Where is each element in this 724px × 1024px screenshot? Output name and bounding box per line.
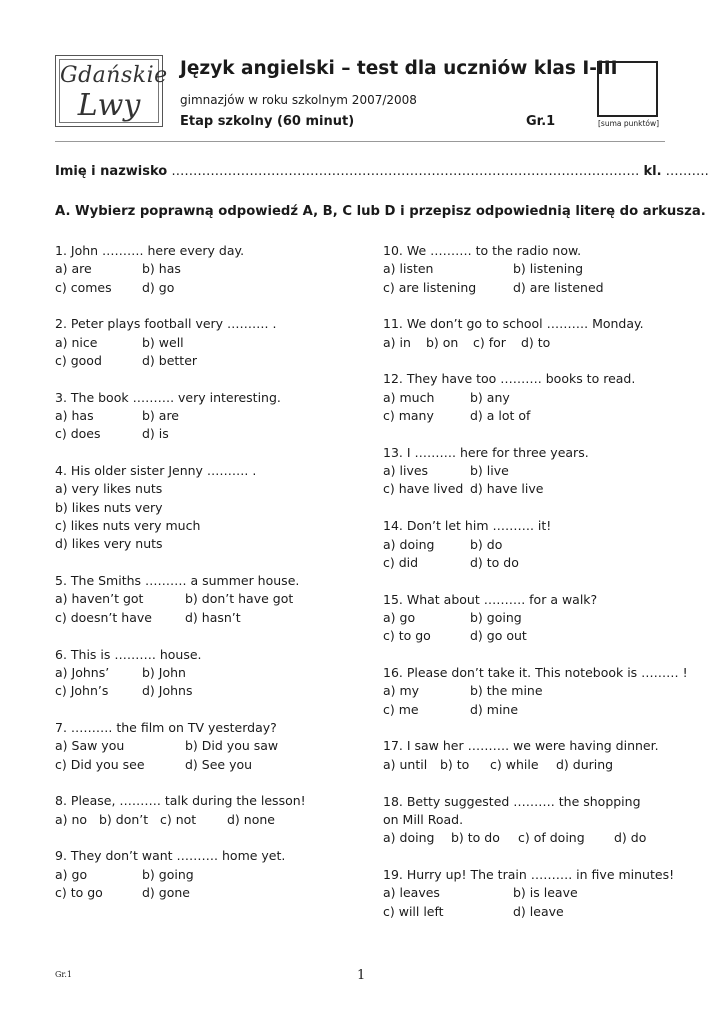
answer-row: [383, 536, 683, 554]
question-text: 4. His older sister Jenny ………. .: [55, 463, 257, 479]
question-text: 11. We don’t go to school ………. Monday.: [383, 316, 644, 332]
question-text: 18. Betty suggested ………. the shopping: [383, 793, 641, 809]
answer-option: d) gone: [142, 885, 190, 901]
question-text: 5. The Smiths ………. a summer house.: [55, 573, 300, 589]
answer-row: [55, 737, 355, 755]
answer-option: b) on: [426, 334, 459, 350]
answer-row: [55, 480, 355, 498]
question: [383, 793, 683, 848]
answer-option: a) Johns’: [55, 664, 110, 680]
answer-option: a) my: [383, 683, 420, 699]
answer-option: b) going: [470, 609, 522, 625]
answer-option: a) nice: [55, 334, 98, 350]
name-label: Imię i nazwisko: [55, 164, 168, 179]
answer-option: b) has: [142, 261, 181, 277]
question-text: 13. I ………. here for three years.: [383, 444, 589, 460]
answer-row: [383, 480, 683, 498]
answer-row: [55, 407, 355, 425]
question: [383, 664, 688, 719]
answer-option: a) doing: [383, 536, 435, 552]
answer-row: [55, 499, 355, 517]
question: [55, 315, 355, 370]
answer-option: a) in: [383, 334, 411, 350]
answer-row: [55, 756, 355, 774]
answer-option: a) very likes nuts: [55, 481, 163, 497]
section-a-heading: A. Wybierz poprawną odpowiedź A, B, C lub D i przepisz odpowiednią literę do arkusza.: [55, 204, 706, 219]
question-text: 7. ………. the film on TV yesterday?: [55, 719, 277, 735]
answer-row: [383, 903, 683, 921]
answer-option: d) likes very nuts: [55, 536, 163, 552]
answer-option: a) no: [55, 811, 88, 827]
answer-option: d) is: [142, 426, 169, 442]
answer-option: d) hasn’t: [185, 609, 241, 625]
answer-option: c) comes: [55, 279, 112, 295]
class-label: kl.: [643, 164, 662, 179]
question: [55, 572, 355, 627]
answer-option: b) well: [142, 334, 184, 350]
answer-option: c) not: [160, 811, 197, 827]
question: [383, 517, 683, 572]
page-number: 1: [357, 968, 366, 983]
answer-option: c) doesn’t have: [55, 609, 152, 625]
footer-group: Gr.1: [55, 970, 72, 979]
answer-option: a) until: [383, 756, 428, 772]
question-text: 14. Don’t let him ………. it!: [383, 518, 552, 534]
question: [55, 389, 355, 444]
answer-option: b) to: [440, 756, 470, 772]
answer-option: d) go: [142, 279, 175, 295]
answer-option: c) good: [55, 352, 102, 368]
answer-option: a) leaves: [383, 885, 440, 901]
group-label: Gr.1: [526, 114, 556, 129]
question: [383, 444, 683, 499]
answer-row: [55, 334, 355, 352]
questions-right-column: [383, 242, 688, 939]
answer-row: [55, 682, 355, 700]
subtitle: gimnazjów w roku szkolnym 2007/2008: [180, 93, 417, 107]
answer-option: a) Saw you: [55, 738, 125, 754]
answer-option: b) any: [470, 389, 510, 405]
answer-row: [383, 279, 683, 297]
answer-row: [55, 352, 355, 370]
answer-option: b) Did you saw: [185, 738, 279, 754]
answer-row: [383, 554, 683, 572]
question-text: 8. Please, ………. talk during the lesson!: [55, 793, 306, 809]
answer-option: d) do: [614, 830, 647, 846]
page-title: Język angielski – test dla uczniów klas I-III: [180, 58, 618, 79]
answer-row: [55, 425, 355, 443]
question-text: 12. They have too ………. books to read.: [383, 371, 636, 387]
question: [383, 315, 683, 352]
answer-row: [383, 462, 683, 480]
question-text: 3. The book ………. very interesting.: [55, 389, 281, 405]
answer-row: [383, 811, 683, 829]
school-logo: [55, 55, 168, 127]
answer-row: [55, 260, 355, 278]
class-field[interactable]: ……….: [665, 164, 709, 179]
answer-row: [383, 756, 683, 774]
answer-option: c) me: [383, 701, 419, 717]
question: [383, 242, 683, 297]
answer-option: a) go: [383, 609, 416, 625]
question: [383, 370, 683, 425]
stage-label: Etap szkolny (60 minut): [180, 114, 355, 129]
answer-option: d) to: [521, 334, 551, 350]
header-divider: [55, 141, 665, 142]
question: [383, 591, 683, 646]
question-text: 2. Peter plays football very ………. .: [55, 316, 277, 332]
points-label: [suma punktów]: [598, 119, 660, 128]
logo-line-1: Gdańskie: [60, 63, 168, 88]
answer-row: [55, 535, 355, 553]
answer-option: a) doing: [383, 830, 435, 846]
answer-option: c) John’s: [55, 683, 109, 699]
answer-option: c) of doing: [518, 830, 585, 846]
answer-row: [383, 407, 683, 425]
answer-option: c) to go: [55, 885, 103, 901]
answer-option: b) likes nuts very: [55, 499, 163, 515]
answer-option: d) during: [556, 756, 614, 772]
answer-option: d) Johns: [142, 683, 193, 699]
answer-row: [55, 866, 355, 884]
question-text: 1. John ………. here every day.: [55, 243, 245, 258]
logo-line-2: Lwy: [77, 88, 141, 123]
answer-option: d) are listened: [513, 279, 604, 295]
answer-option: d) See you: [185, 756, 253, 772]
answer-option: d) better: [142, 352, 198, 368]
question-text: 19. Hurry up! The train ………. in five minutes!: [383, 866, 675, 882]
answer-row: [383, 627, 683, 645]
answer-option: c) for: [473, 334, 506, 350]
answer-option: d) none: [227, 811, 275, 827]
answer-option: d) go out: [470, 628, 527, 644]
answer-row: [55, 517, 355, 535]
answer-option: d) mine: [470, 701, 519, 717]
answer-row: [383, 829, 683, 847]
question: [55, 462, 355, 553]
answer-row: [55, 811, 355, 829]
answer-option: a) much: [383, 389, 435, 405]
name-field[interactable]: ………………………………………………………………………………………………: [171, 164, 640, 179]
answer-row: [383, 334, 683, 352]
answer-option: d) have live: [470, 481, 544, 497]
answer-row: [383, 682, 683, 700]
question: [55, 646, 355, 701]
answer-option: c) will left: [383, 903, 444, 919]
answer-row: [383, 260, 683, 278]
points-box[interactable]: [597, 61, 658, 117]
question-text: 6. This is ………. house.: [55, 646, 202, 662]
question-text: 9. They don’t want ………. home yet.: [55, 848, 286, 864]
question: [55, 847, 355, 902]
question-text: 16. Please don’t take it. This notebook is ……… !: [383, 665, 688, 681]
answer-option: c) Did you see: [55, 756, 145, 772]
question: [55, 792, 355, 829]
answer-option: b) are: [142, 408, 179, 424]
answer-option: b) live: [470, 463, 509, 479]
question: [383, 737, 683, 774]
question-text: 17. I saw her ………. we were having dinner.: [383, 738, 659, 754]
answer-option: b) John: [142, 664, 186, 680]
answer-option: b) the mine: [470, 683, 543, 699]
logo-frame: [59, 59, 168, 123]
answer-option: a) go: [55, 866, 88, 882]
question: [55, 242, 355, 297]
answer-option: b) going: [142, 866, 194, 882]
answer-option: b) do: [470, 536, 503, 552]
answer-option: c) likes nuts very much: [55, 518, 201, 534]
questions-left-column: [55, 242, 355, 921]
answer-option: c) while: [490, 756, 539, 772]
answer-option: b) is leave: [513, 885, 578, 901]
answer-row: [383, 389, 683, 407]
answer-option: b) don’t have got: [185, 591, 294, 607]
answer-option: b) don’t: [99, 811, 149, 827]
answer-option: c) does: [55, 426, 101, 442]
answer-option: d) a lot of: [470, 408, 531, 424]
name-line: [55, 164, 709, 179]
answer-row: [55, 279, 355, 297]
answer-option: a) has: [55, 408, 94, 424]
answer-option: a) listen: [383, 261, 434, 277]
answer-option: a) are: [55, 261, 92, 277]
question-text: 10. We ………. to the radio now.: [383, 243, 582, 258]
answer-row: [55, 609, 355, 627]
answer-option: b) listening: [513, 261, 584, 277]
answer-option: a) lives: [383, 463, 429, 479]
question: [55, 719, 355, 774]
answer-option: d) leave: [513, 903, 564, 919]
question: [383, 866, 683, 921]
answer-option: c) did: [383, 554, 419, 570]
answer-option: c) are listening: [383, 279, 477, 295]
answer-option: on Mill Road.: [383, 811, 464, 827]
answer-option: a) haven’t got: [55, 591, 144, 607]
answer-option: d) to do: [470, 554, 519, 570]
question-text: 15. What about ………. for a walk?: [383, 591, 598, 607]
answer-row: [383, 884, 683, 902]
answer-row: [383, 701, 683, 719]
answer-option: c) many: [383, 408, 434, 424]
answer-option: c) to go: [383, 628, 431, 644]
answer-option: b) to do: [451, 830, 500, 846]
answer-row: [55, 590, 355, 608]
answer-row: [55, 664, 355, 682]
answer-row: [383, 609, 683, 627]
answer-row: [55, 884, 355, 902]
answer-option: c) have lived: [383, 481, 464, 497]
